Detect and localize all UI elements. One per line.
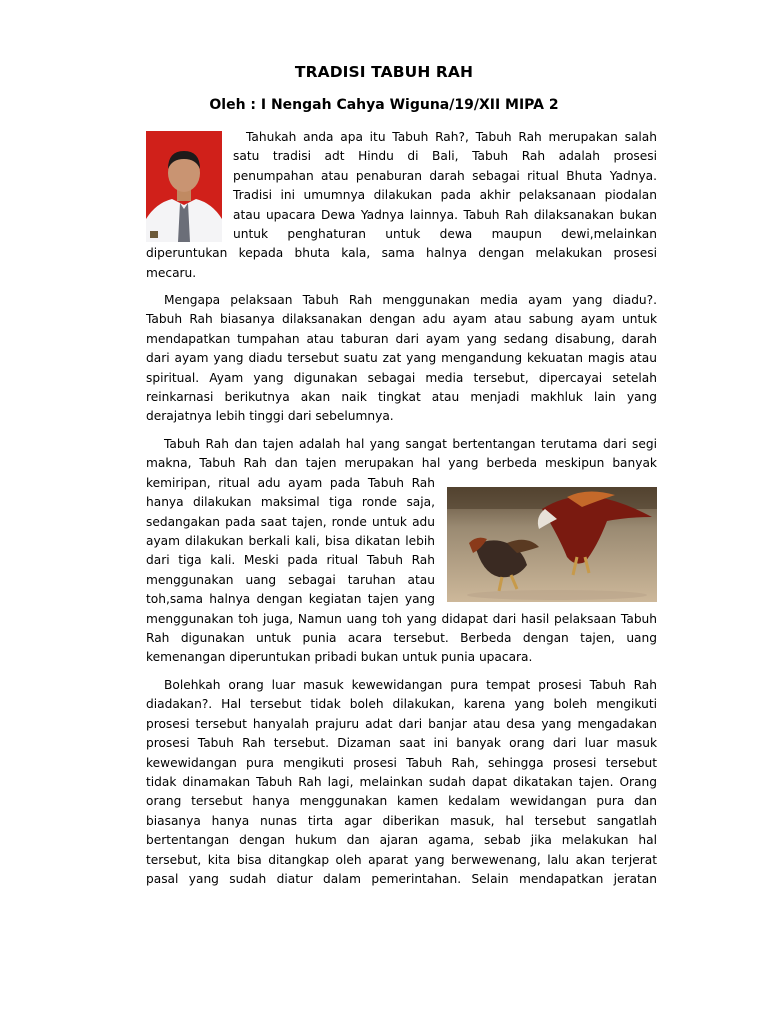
paragraph-line: untuk penghaturan untuk dewa maupun dewi,melainkan — [233, 227, 657, 242]
paragraph-line: menggunakan uang sebagai taruhan atau — [146, 572, 435, 587]
paragraph-line: kewewidangan pura mengikuti prosesi Tabuh Rah, sehingga prosesi tersebut — [146, 755, 657, 770]
paragraph-line: Bolehkah orang luar masuk kewewidangan pura tempat prosesi Tabuh Rah — [164, 678, 657, 692]
paragraph-line: Tradisi ini umumnya dilakukan pada akhir pelaksanaan piodalan — [233, 188, 657, 203]
paragraph-line: ayam dilakukan berkali kali, bisa dikatan lebih — [146, 534, 435, 549]
paragraph-line: kemiripan, ritual adu ayam pada Tabuh Rah — [146, 475, 435, 490]
paragraph-line: prosesi tersebut hanyalah prajuru adat dari banjar atau desa yang mengadakan — [146, 716, 657, 731]
paragraph-line: bertentangan dengan hukum dan ajaran agama, sebab jika melakukan hal — [146, 833, 657, 848]
paragraph-line: dari ayam yang diadu tersebut suatu zat yang mengandung kekuatan magis atau — [146, 351, 657, 366]
paragraph-line: tidak dinamakan Tabuh Rah lagi, melainkan sudah dapat dikatakan tajen. Orang — [146, 775, 657, 790]
author-line: Oleh : I Nengah Cahya Wiguna/19/XII MIPA 2 — [209, 97, 559, 113]
paragraph-line: atau upacara Dewa Yadnya lainnya. Tabuh Rah dilaksanakan bukan — [233, 207, 657, 222]
paragraph-line: Tabuh Rah dan tajen adalah hal yang sangat bertentangan terutama dari segi — [164, 437, 657, 451]
paragraph-4 — [146, 676, 657, 889]
paragraph-line: Mengapa pelaksaan Tabuh Rah menggunakan media ayam yang diadu?. — [164, 293, 657, 307]
paragraph-line: diadakan?. Hal tersebut tidak boleh dilakukan, karena yang boleh mengikuti — [146, 697, 657, 712]
paragraph-line: mecaru. — [146, 265, 197, 280]
paragraph-line: Rah digunakan untuk punia acara tersebut. Berbeda dengan tajen, uang — [146, 631, 657, 646]
paragraph-line: Tahukah anda apa itu Tabuh Rah?, Tabuh Rah merupakan salah — [246, 130, 657, 144]
paragraph-line: tersebut, kita bisa ditangkap oleh aparat yang berwewenang, lalu akan terjerat — [146, 852, 657, 867]
paragraph-line: menggunakan toh juga, Namun uang toh yang didapat dari hasil pelaksaan Tabuh — [146, 611, 657, 626]
paragraph-line: reinkarnasi berikutnya akan naik tingkat atau menjadi makhluk lain yang — [146, 390, 657, 405]
paragraph-line: diperuntukan kepada bhuta kala, sama halnya dengan melakukan prosesi — [146, 246, 657, 261]
paragraph-line: toh,sama halnya dengan kegiatan tajen yang — [146, 592, 435, 607]
paragraph-line: pasal yang sudah diatur dalam pemerintahan. Selain mendapatkan jeratan — [146, 872, 657, 887]
paragraph-line: spiritual. Ayam yang digunakan sebagai media tersebut, dipercayai setelah — [146, 370, 657, 385]
paragraph-line: dari tiga kali. Meski pada ritual Tabuh Rah — [146, 553, 435, 568]
paragraph-line: makna, Tabuh Rah dan tajen merupakan hal yang berbeda meskipun banyak — [146, 456, 657, 471]
paragraph-line: mendapatkan tumpahan atau taburan dari ayam yang sedang disabung, darah — [146, 331, 657, 346]
paragraph-3 — [146, 435, 657, 668]
paragraph-line: orang tersebut hanya menggunakan kamen kedalam wewidangan pura dan — [146, 794, 657, 809]
paragraph-line: hanya dilakukan maksimal tiga ronde saja, — [146, 495, 435, 510]
paragraph-line: prosesi Tabuh Rah tersebut. Dizaman saat ini banyak orang dari luar masuk — [146, 736, 657, 751]
paragraph-line: derajatnya lebih tinggi dari sebelumnya. — [146, 409, 394, 424]
paragraph-line: Tabuh Rah biasanya dilaksanakan dengan adu ayam atau sabung ayam untuk — [146, 312, 657, 327]
paragraph-line: kemenangan diperuntukan pribadi bukan untuk punia upacara. — [146, 650, 533, 665]
paragraph-line: penumpahan atau penaburan darah sebagai ritual Bhuta Yadnya. — [233, 168, 657, 183]
paragraph-line: biasanya hanya nunas tirta agar diberikan masuk, hal tersebut sangatlah — [146, 813, 657, 828]
paragraph-1 — [146, 128, 657, 283]
document-title: TRADISI TABUH RAH — [294, 63, 474, 81]
paragraph-line: sedangakan pada saat tajen, ronde untuk adu — [146, 514, 435, 529]
paragraph-2 — [146, 291, 657, 427]
paragraph-line: satu tradisi adt Hindu di Bali, Tabuh Rah adalah prosesi — [233, 149, 657, 164]
